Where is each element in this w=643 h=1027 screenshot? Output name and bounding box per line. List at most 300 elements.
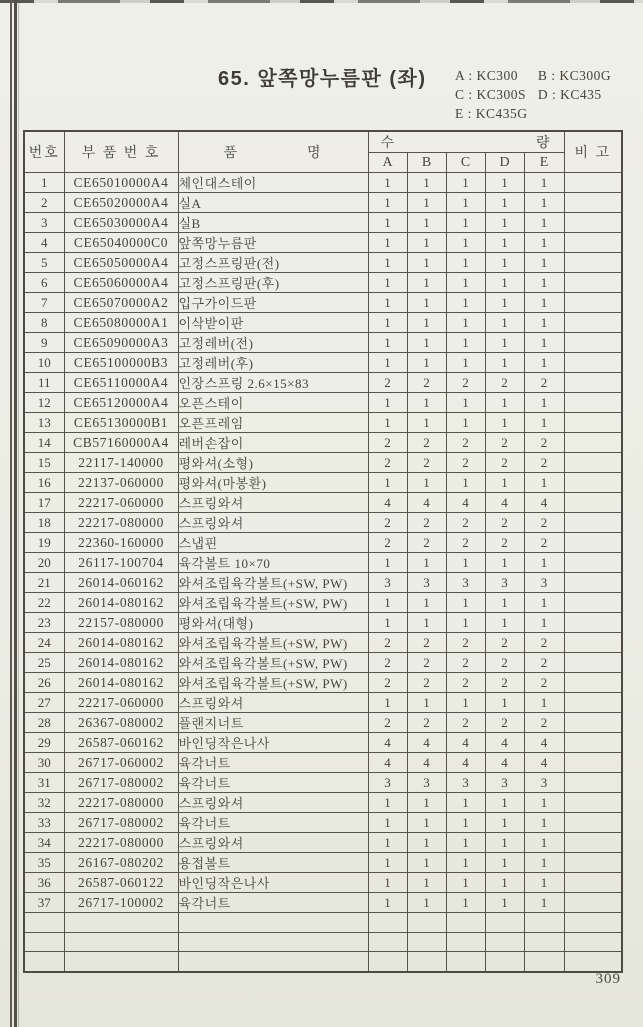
table-row xyxy=(24,313,622,333)
part-name-cell: 스냅핀 xyxy=(178,533,368,553)
remarks-cell xyxy=(564,833,622,853)
table-row xyxy=(24,453,622,473)
table-row xyxy=(24,413,622,433)
row-number-cell: 36 xyxy=(24,873,64,893)
qty-cell-d: 2 xyxy=(485,433,524,453)
qty-cell-b: 2 xyxy=(407,633,446,653)
qty-cell-b: 1 xyxy=(407,413,446,433)
part-name-cell: 실B xyxy=(178,213,368,233)
part-name-cell: 육각너트 xyxy=(178,813,368,833)
qty-cell-b: 1 xyxy=(407,693,446,713)
part-name-cell xyxy=(178,932,368,952)
legend-line xyxy=(455,104,611,123)
qty-cell-c: 2 xyxy=(446,373,485,393)
table-row xyxy=(24,353,622,373)
row-number-cell: 3 xyxy=(24,213,64,233)
qty-cell-e: 4 xyxy=(524,493,564,513)
qty-cell-d: 3 xyxy=(485,773,524,793)
header-col-d: D xyxy=(485,153,524,173)
row-number-cell: 1 xyxy=(24,173,64,193)
table-row xyxy=(24,333,622,353)
header-remarks: 비 고 xyxy=(564,131,622,173)
row-number-cell: 8 xyxy=(24,313,64,333)
header-col-b: B xyxy=(407,153,446,173)
legend-entry: B : KC300G xyxy=(537,68,612,83)
qty-cell-c: 1 xyxy=(446,693,485,713)
qty-cell-d: 1 xyxy=(485,873,524,893)
remarks-cell xyxy=(564,733,622,753)
row-number-cell: 37 xyxy=(24,893,64,913)
part-number-cell: CE65020000A4 xyxy=(64,193,178,213)
part-number-cell: CE65120000A4 xyxy=(64,393,178,413)
qty-cell-b: 1 xyxy=(407,613,446,633)
qty-cell-b: 1 xyxy=(407,833,446,853)
qty-cell-d xyxy=(485,932,524,952)
row-number-cell: 25 xyxy=(24,653,64,673)
remarks-cell xyxy=(564,233,622,253)
part-name-cell xyxy=(178,952,368,972)
page-number: 309 xyxy=(595,971,621,987)
qty-cell-a: 1 xyxy=(368,893,407,913)
part-name-cell: 실A xyxy=(178,193,368,213)
qty-cell-a: 1 xyxy=(368,313,407,333)
qty-cell-c xyxy=(446,932,485,952)
table-row xyxy=(24,693,622,713)
table-row xyxy=(24,173,622,193)
remarks-cell xyxy=(564,213,622,233)
row-number-cell: 2 xyxy=(24,193,64,213)
qty-cell-e: 2 xyxy=(524,373,564,393)
table-row xyxy=(24,533,622,553)
part-name-cell: 체인대스테이 xyxy=(178,173,368,193)
scan-top-edge xyxy=(0,0,643,3)
table-row xyxy=(24,773,622,793)
part-name-cell: 이삭받이판 xyxy=(178,313,368,333)
qty-cell-b: 1 xyxy=(407,553,446,573)
qty-cell-b: 2 xyxy=(407,653,446,673)
table-row xyxy=(24,893,622,913)
legend-entry: A : KC300 xyxy=(455,68,519,83)
part-name-cell: 오픈스테이 xyxy=(178,393,368,413)
qty-cell-a: 1 xyxy=(368,393,407,413)
table-row xyxy=(24,713,622,733)
part-number-cell: 26014-080162 xyxy=(64,653,178,673)
qty-cell-d: 1 xyxy=(485,193,524,213)
parts-table xyxy=(23,130,623,973)
qty-cell-c: 1 xyxy=(446,173,485,193)
table-row xyxy=(24,633,622,653)
qty-cell-c: 4 xyxy=(446,493,485,513)
qty-cell-b: 1 xyxy=(407,793,446,813)
remarks-cell xyxy=(564,573,622,593)
qty-cell-e: 2 xyxy=(524,453,564,473)
qty-cell-a xyxy=(368,932,407,952)
qty-cell-d: 4 xyxy=(485,493,524,513)
part-number-cell: 26167-080202 xyxy=(64,853,178,873)
qty-cell-a: 2 xyxy=(368,713,407,733)
part-number-cell: 26014-080162 xyxy=(64,673,178,693)
part-number-cell: CE65080000A1 xyxy=(64,313,178,333)
qty-cell-b: 4 xyxy=(407,753,446,773)
part-number-cell xyxy=(64,913,178,933)
part-number-cell: CE65010000A4 xyxy=(64,173,178,193)
remarks-cell xyxy=(564,913,622,933)
qty-cell-b: 1 xyxy=(407,273,446,293)
remarks-cell xyxy=(564,713,622,733)
qty-cell-a: 4 xyxy=(368,733,407,753)
model-legend xyxy=(455,66,611,123)
part-name-cell: 와셔조립육각볼트(+SW, PW) xyxy=(178,593,368,613)
qty-cell-e: 1 xyxy=(524,233,564,253)
qty-cell-b: 1 xyxy=(407,193,446,213)
row-number-cell xyxy=(24,913,64,933)
remarks-cell xyxy=(564,193,622,213)
legend-entry: E : KC435G xyxy=(455,106,528,121)
part-number-cell: 26014-080162 xyxy=(64,633,178,653)
qty-cell-a: 1 xyxy=(368,793,407,813)
qty-cell-c: 2 xyxy=(446,653,485,673)
qty-cell-d: 2 xyxy=(485,373,524,393)
qty-cell-c: 1 xyxy=(446,393,485,413)
row-number-cell: 23 xyxy=(24,613,64,633)
table-row xyxy=(24,473,622,493)
qty-cell-c: 1 xyxy=(446,553,485,573)
qty-cell-a: 1 xyxy=(368,833,407,853)
qty-cell-b: 3 xyxy=(407,773,446,793)
qty-cell-a: 1 xyxy=(368,593,407,613)
table-row xyxy=(24,753,622,773)
qty-cell-a: 1 xyxy=(368,853,407,873)
qty-cell-b: 1 xyxy=(407,253,446,273)
row-number-cell: 13 xyxy=(24,413,64,433)
qty-cell-b: 1 xyxy=(407,473,446,493)
part-number-cell: 22217-080000 xyxy=(64,513,178,533)
part-number-cell: 26117-100704 xyxy=(64,553,178,573)
qty-cell-e: 2 xyxy=(524,653,564,673)
qty-cell-d: 1 xyxy=(485,293,524,313)
qty-cell-a: 4 xyxy=(368,493,407,513)
part-name-cell: 와셔조립육각볼트(+SW, PW) xyxy=(178,633,368,653)
remarks-cell xyxy=(564,413,622,433)
part-name-cell: 스프링와셔 xyxy=(178,513,368,533)
qty-cell-c: 2 xyxy=(446,633,485,653)
part-name-cell: 와셔조립육각볼트(+SW, PW) xyxy=(178,653,368,673)
qty-cell-d: 3 xyxy=(485,573,524,593)
row-number-cell: 6 xyxy=(24,273,64,293)
parts-table-body xyxy=(24,173,622,972)
remarks-cell xyxy=(564,493,622,513)
qty-cell-a: 1 xyxy=(368,813,407,833)
qty-cell-b: 4 xyxy=(407,493,446,513)
remarks-cell xyxy=(564,513,622,533)
part-name-cell xyxy=(178,913,368,933)
qty-cell-e: 4 xyxy=(524,753,564,773)
table-row xyxy=(24,433,622,453)
qty-cell-c xyxy=(446,913,485,933)
qty-cell-e: 1 xyxy=(524,793,564,813)
qty-cell-c: 4 xyxy=(446,733,485,753)
remarks-cell xyxy=(564,613,622,633)
qty-cell-a: 1 xyxy=(368,473,407,493)
remarks-cell xyxy=(564,633,622,653)
qty-cell-e: 1 xyxy=(524,273,564,293)
qty-cell-b: 2 xyxy=(407,513,446,533)
qty-cell-e: 2 xyxy=(524,533,564,553)
table-row xyxy=(24,813,622,833)
qty-cell-c: 4 xyxy=(446,753,485,773)
part-name-cell: 평와셔(소형) xyxy=(178,453,368,473)
qty-cell-e xyxy=(524,952,564,972)
qty-cell-b: 1 xyxy=(407,813,446,833)
qty-cell-a: 1 xyxy=(368,413,407,433)
part-number-cell: 22117-140000 xyxy=(64,453,178,473)
row-number-cell: 5 xyxy=(24,253,64,273)
remarks-cell xyxy=(564,693,622,713)
qty-cell-e: 1 xyxy=(524,893,564,913)
table-row xyxy=(24,653,622,673)
qty-cell-d xyxy=(485,913,524,933)
qty-cell-b: 1 xyxy=(407,293,446,313)
qty-cell-a: 3 xyxy=(368,773,407,793)
remarks-cell xyxy=(564,932,622,952)
remarks-cell xyxy=(564,473,622,493)
part-number-cell: 26587-060122 xyxy=(64,873,178,893)
part-name-cell: 인장스프링 2.6×15×83 xyxy=(178,373,368,393)
qty-cell-d: 1 xyxy=(485,833,524,853)
part-name-cell: 용접볼트 xyxy=(178,853,368,873)
qty-cell-c: 1 xyxy=(446,873,485,893)
qty-cell-a: 1 xyxy=(368,193,407,213)
part-name-cell: 고정레버(후) xyxy=(178,353,368,373)
qty-cell-d: 1 xyxy=(485,893,524,913)
row-number-cell: 30 xyxy=(24,753,64,773)
qty-cell-a: 1 xyxy=(368,213,407,233)
qty-cell-d: 1 xyxy=(485,593,524,613)
remarks-cell xyxy=(564,333,622,353)
table-row xyxy=(24,253,622,273)
row-number-cell: 17 xyxy=(24,493,64,513)
qty-cell-c: 1 xyxy=(446,293,485,313)
qty-cell-b: 1 xyxy=(407,233,446,253)
table-row xyxy=(24,193,622,213)
header-col-e: E xyxy=(524,153,564,173)
header-part-name-left: 품 xyxy=(223,146,240,161)
qty-cell-d: 1 xyxy=(485,313,524,333)
qty-cell-d: 1 xyxy=(485,473,524,493)
remarks-cell xyxy=(564,273,622,293)
table-row xyxy=(24,293,622,313)
qty-cell-e: 1 xyxy=(524,293,564,313)
qty-cell-d: 2 xyxy=(485,513,524,533)
qty-cell-e: 2 xyxy=(524,633,564,653)
row-number-cell: 14 xyxy=(24,433,64,453)
qty-cell-c: 3 xyxy=(446,773,485,793)
row-number-cell: 19 xyxy=(24,533,64,553)
qty-cell-a: 1 xyxy=(368,253,407,273)
remarks-cell xyxy=(564,253,622,273)
qty-cell-c: 2 xyxy=(446,673,485,693)
remarks-cell xyxy=(564,533,622,553)
row-number-cell: 33 xyxy=(24,813,64,833)
qty-cell-b: 2 xyxy=(407,713,446,733)
header-col-a: A xyxy=(368,153,407,173)
part-number-cell: 22157-080000 xyxy=(64,613,178,633)
qty-cell-c: 1 xyxy=(446,333,485,353)
qty-cell-a: 4 xyxy=(368,753,407,773)
qty-cell-d: 2 xyxy=(485,633,524,653)
part-name-cell: 평와셔(대형) xyxy=(178,613,368,633)
qty-cell-b: 2 xyxy=(407,453,446,473)
qty-cell-d: 2 xyxy=(485,713,524,733)
part-number-cell: 26717-080002 xyxy=(64,773,178,793)
qty-cell-e: 1 xyxy=(524,193,564,213)
remarks-cell xyxy=(564,353,622,373)
part-name-cell: 고정스프링판(후) xyxy=(178,273,368,293)
part-number-cell: 22217-060000 xyxy=(64,493,178,513)
qty-cell-e: 1 xyxy=(524,853,564,873)
row-number-cell: 20 xyxy=(24,553,64,573)
qty-cell-b: 1 xyxy=(407,173,446,193)
qty-cell-a xyxy=(368,952,407,972)
qty-cell-d: 1 xyxy=(485,353,524,373)
qty-cell-a: 1 xyxy=(368,233,407,253)
part-name-cell: 레버손잡이 xyxy=(178,433,368,453)
row-number-cell: 31 xyxy=(24,773,64,793)
part-name-cell: 고정스프링판(전) xyxy=(178,253,368,273)
qty-cell-a: 2 xyxy=(368,533,407,553)
part-number-cell: CE65070000A2 xyxy=(64,293,178,313)
qty-cell-e: 1 xyxy=(524,313,564,333)
qty-cell-d: 2 xyxy=(485,653,524,673)
part-number-cell: CE65040000C0 xyxy=(64,233,178,253)
table-row xyxy=(24,513,622,533)
part-number-cell: 22137-060000 xyxy=(64,473,178,493)
header-col-c: C xyxy=(446,153,485,173)
remarks-cell xyxy=(564,753,622,773)
qty-cell-b: 3 xyxy=(407,573,446,593)
qty-cell-d: 1 xyxy=(485,853,524,873)
qty-cell-a: 1 xyxy=(368,693,407,713)
page-title: 65. 앞쪽망누름판 (좌) xyxy=(218,68,427,90)
qty-cell-d: 1 xyxy=(485,793,524,813)
qty-cell-c: 2 xyxy=(446,433,485,453)
spine-line xyxy=(14,0,17,1027)
qty-cell-c: 1 xyxy=(446,473,485,493)
qty-cell-d: 1 xyxy=(485,173,524,193)
qty-cell-d: 1 xyxy=(485,333,524,353)
remarks-cell xyxy=(564,793,622,813)
spine-line xyxy=(10,0,12,1027)
qty-cell-b: 1 xyxy=(407,353,446,373)
part-number-cell: CE65090000A3 xyxy=(64,333,178,353)
row-number-cell: 32 xyxy=(24,793,64,813)
qty-cell-c: 2 xyxy=(446,453,485,473)
qty-cell-b: 2 xyxy=(407,533,446,553)
header-part-number: 부 품 번 호 xyxy=(64,131,178,173)
qty-cell-e: 1 xyxy=(524,413,564,433)
qty-cell-a: 3 xyxy=(368,573,407,593)
table-row xyxy=(24,233,622,253)
part-number-cell xyxy=(64,932,178,952)
qty-cell-c: 1 xyxy=(446,833,485,853)
part-name-cell: 고정레버(전) xyxy=(178,333,368,353)
row-number-cell: 9 xyxy=(24,333,64,353)
part-number-cell: 22217-080000 xyxy=(64,833,178,853)
remarks-cell xyxy=(564,313,622,333)
row-number-cell: 11 xyxy=(24,373,64,393)
qty-cell-b: 2 xyxy=(407,373,446,393)
part-name-cell: 육각너트 xyxy=(178,753,368,773)
qty-cell-e: 1 xyxy=(524,393,564,413)
qty-cell-a: 1 xyxy=(368,173,407,193)
remarks-cell xyxy=(564,853,622,873)
header-part-name xyxy=(178,131,368,173)
qty-cell-b: 1 xyxy=(407,893,446,913)
qty-cell-b: 1 xyxy=(407,213,446,233)
part-number-cell: CE65130000B1 xyxy=(64,413,178,433)
qty-cell-e: 1 xyxy=(524,553,564,573)
part-name-cell: 스프링와셔 xyxy=(178,793,368,813)
qty-cell-e: 1 xyxy=(524,213,564,233)
part-name-cell: 오픈프레임 xyxy=(178,413,368,433)
legend-entry: D : KC435 xyxy=(537,87,602,102)
qty-cell-a: 2 xyxy=(368,653,407,673)
remarks-cell xyxy=(564,873,622,893)
row-number-cell: 10 xyxy=(24,353,64,373)
row-number-cell: 16 xyxy=(24,473,64,493)
part-name-cell: 육각볼트 10×70 xyxy=(178,553,368,573)
row-number-cell: 35 xyxy=(24,853,64,873)
part-name-cell: 스프링와셔 xyxy=(178,493,368,513)
qty-cell-e: 4 xyxy=(524,733,564,753)
qty-cell-c: 1 xyxy=(446,413,485,433)
table-row xyxy=(24,833,622,853)
remarks-cell xyxy=(564,952,622,972)
qty-cell-e xyxy=(524,932,564,952)
row-number-cell xyxy=(24,952,64,972)
qty-cell-c: 1 xyxy=(446,813,485,833)
qty-cell-d: 1 xyxy=(485,213,524,233)
part-number-cell: 22360-160000 xyxy=(64,533,178,553)
part-number-cell: 26717-100002 xyxy=(64,893,178,913)
header-part-name-right: 명 xyxy=(306,146,323,161)
qty-cell-e: 1 xyxy=(524,613,564,633)
qty-cell-e: 2 xyxy=(524,713,564,733)
legend-line xyxy=(455,85,611,104)
qty-cell-a: 1 xyxy=(368,613,407,633)
table-row xyxy=(24,273,622,293)
qty-cell-a xyxy=(368,913,407,933)
book-spine xyxy=(0,0,22,1027)
qty-cell-a: 1 xyxy=(368,293,407,313)
table-row xyxy=(24,553,622,573)
part-number-cell: 22217-080000 xyxy=(64,793,178,813)
row-number-cell: 18 xyxy=(24,513,64,533)
part-name-cell: 평와셔(마봉환) xyxy=(178,473,368,493)
row-number-cell: 24 xyxy=(24,633,64,653)
remarks-cell xyxy=(564,653,622,673)
row-number-cell: 7 xyxy=(24,293,64,313)
qty-cell-d: 2 xyxy=(485,533,524,553)
remarks-cell xyxy=(564,893,622,913)
table-row xyxy=(24,573,622,593)
part-name-cell: 스프링와셔 xyxy=(178,833,368,853)
qty-cell-d: 1 xyxy=(485,253,524,273)
remarks-cell xyxy=(564,813,622,833)
qty-cell-c: 1 xyxy=(446,893,485,913)
qty-cell-b: 1 xyxy=(407,333,446,353)
table-row xyxy=(24,733,622,753)
